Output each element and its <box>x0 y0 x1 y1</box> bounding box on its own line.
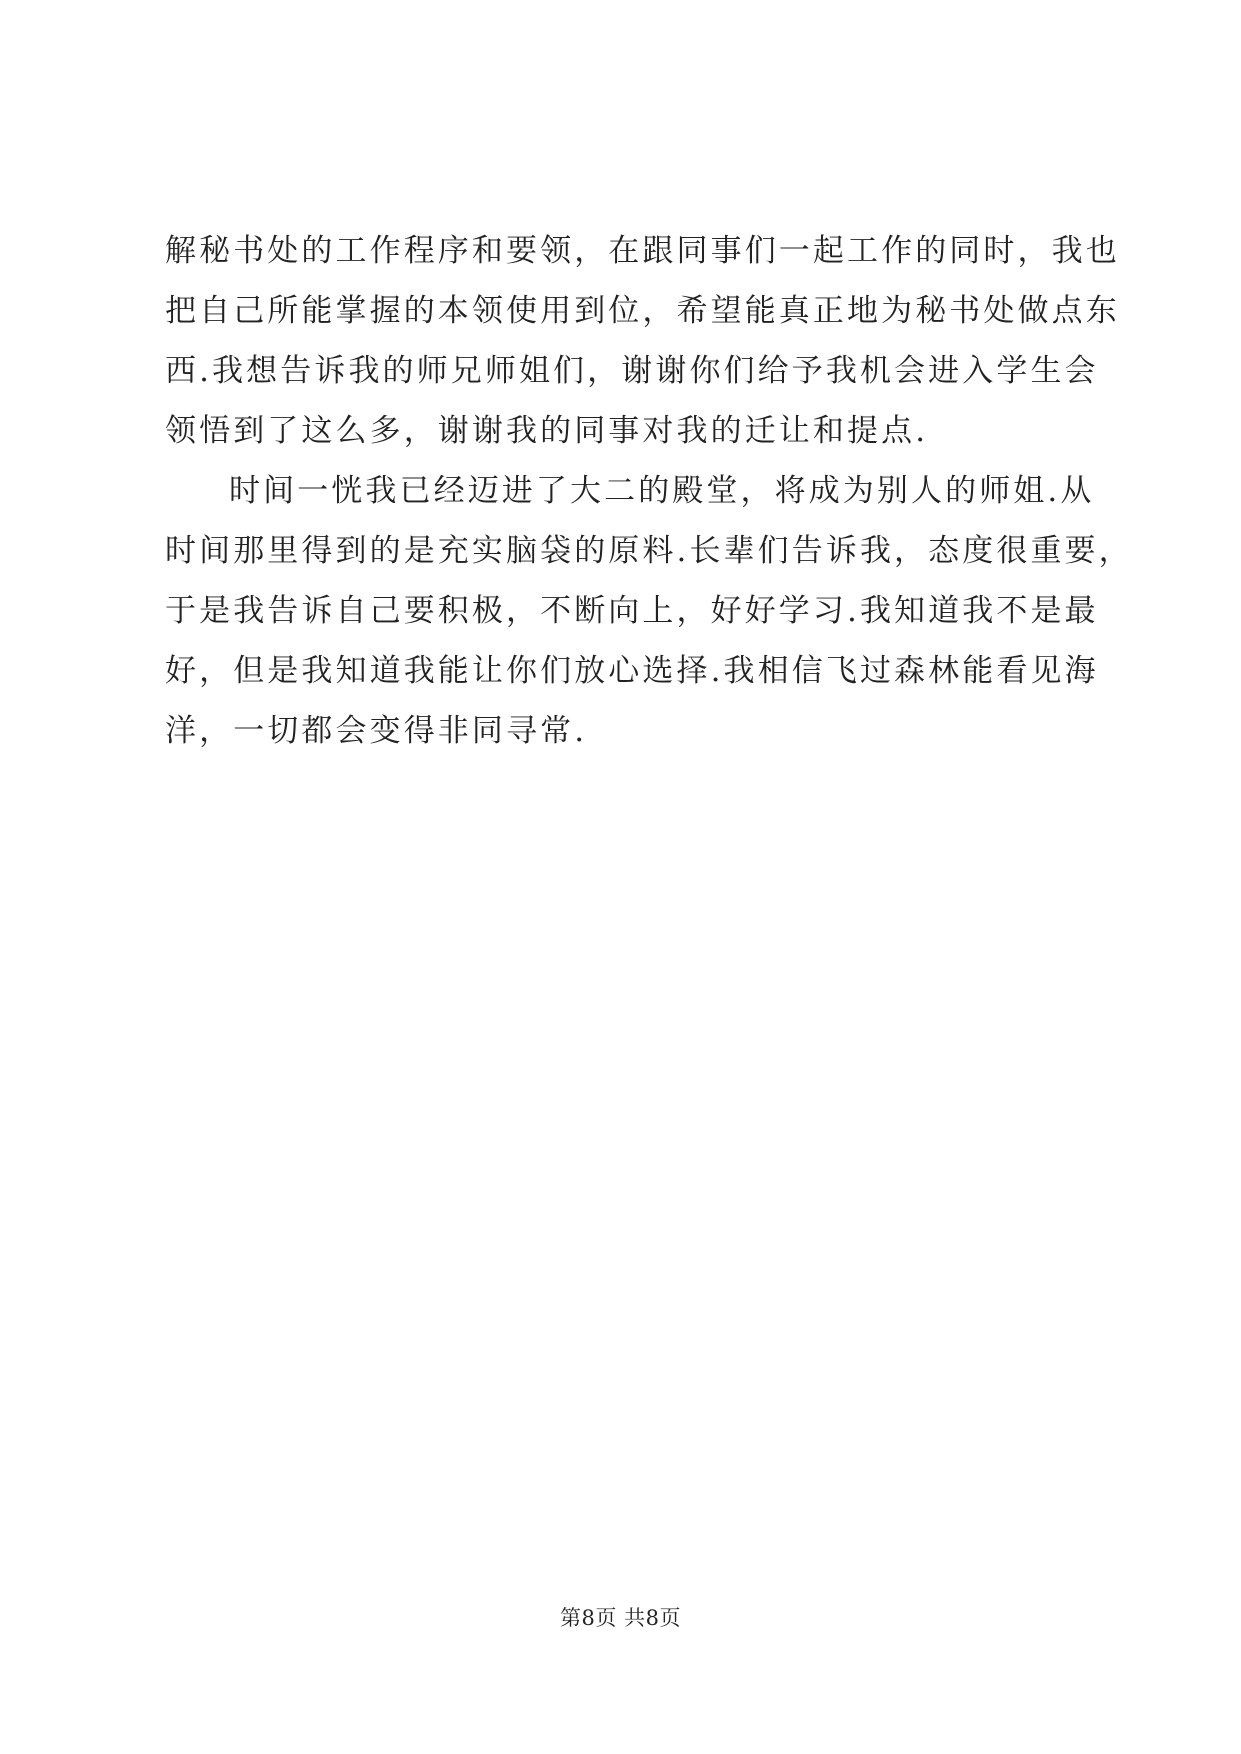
text-line: 领悟到了这么多，谢谢我的同事对我的迁让和提点. <box>165 413 929 449</box>
text-line: 西.我想告诉我的师兄师姐们，谢谢你们给予我机会进入学生会 <box>165 353 1099 389</box>
text-line: 解秘书处的工作程序和要领，在跟同事们一起工作的同时，我也 <box>165 233 1120 269</box>
text-line: 于是我告诉自己要积极，不断向上，好好学习.我知道我不是最 <box>165 593 1099 629</box>
text-line: 把自己所能掌握的本领使用到位，希望能真正地为秘书处做点东 <box>165 293 1120 329</box>
page-footer: 第8页 共8页 <box>560 1606 681 1630</box>
text-line: 好，但是我知道我能让你们放心选择.我相信飞过森林能看见海 <box>165 653 1099 689</box>
text-line: 时间那里得到的是充实脑袋的原料.长辈们告诉我，态度很重要， <box>165 533 1133 569</box>
text-line: 洋，一切都会变得非同寻常. <box>165 713 588 749</box>
paragraph-first-line: 时间一恍我已经迈进了大二的殿堂，将成为别人的师姐.从 <box>229 473 1095 509</box>
